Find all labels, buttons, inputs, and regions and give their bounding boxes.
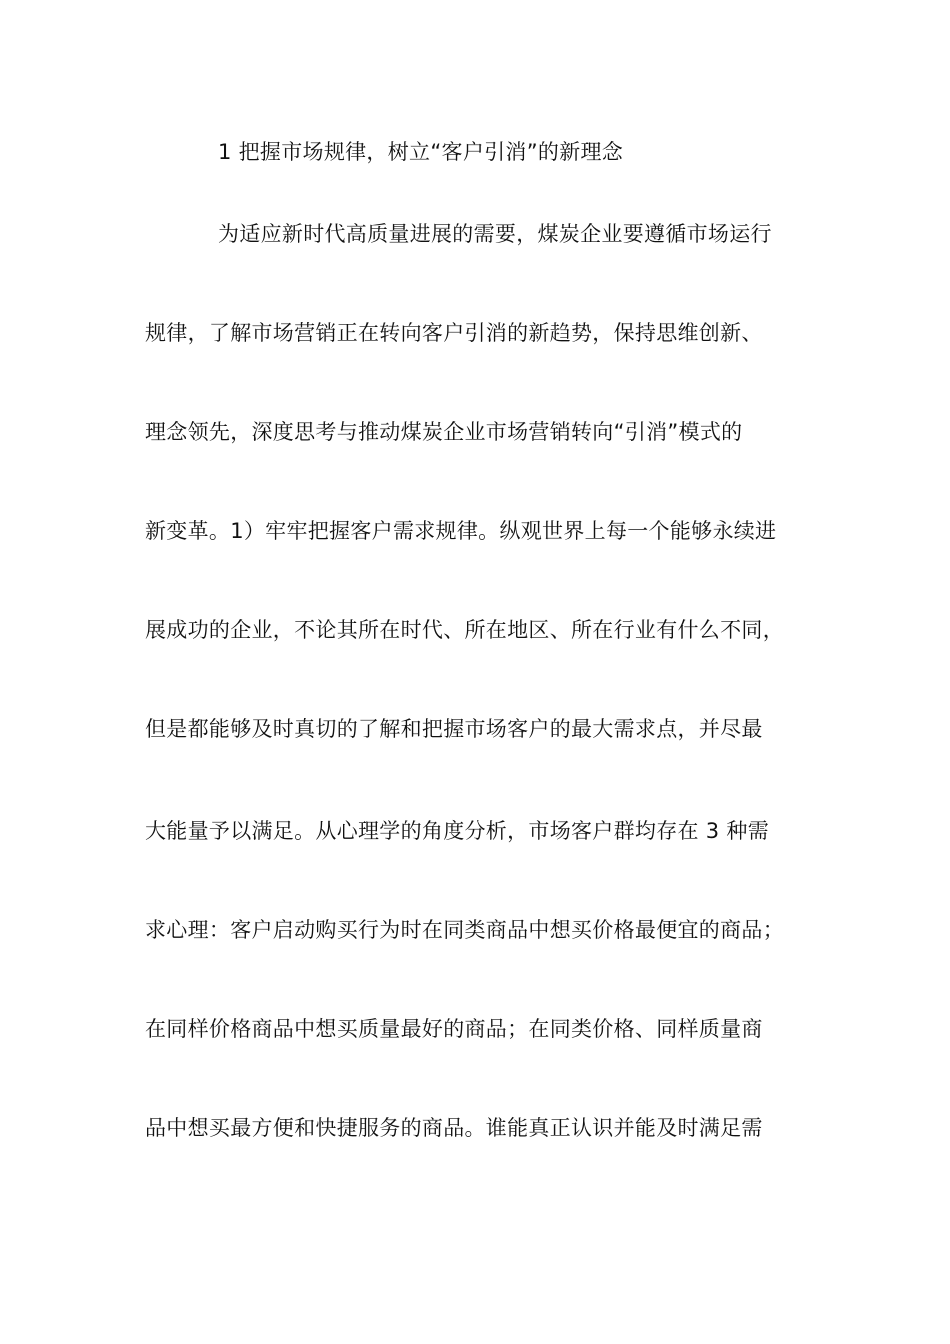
paragraph-line: 求心理：客户启动购买行为时在同类商品中想买价格最便宜的商品； <box>145 918 784 942</box>
paragraph-line: 理念领先，深度思考与推动煤炭企业市场营销转向“引消”模式的 <box>145 420 743 444</box>
section-heading: 1 把握市场规律，树立“客户引消”的新理念 <box>218 140 624 164</box>
paragraph-line: 规律，了解市场营销正在转向客户引消的新趋势，保持思维创新、 <box>145 321 763 345</box>
paragraph-line: 展成功的企业，不论其所在时代、所在地区、所在行业有什么不同， <box>145 618 784 642</box>
paragraph-line: 大能量予以满足。从心理学的角度分析，市场客户群均存在 3 种需 <box>145 819 770 843</box>
paragraph-line: 但是都能够及时真切的了解和把握市场客户的最大需求点，并尽最 <box>145 717 763 741</box>
paragraph-line: 在同样价格商品中想买质量最好的商品；在同类价格、同样质量商 <box>145 1017 763 1041</box>
paragraph-line: 新变革。1）牢牢把握客户需求规律。纵观世界上每一个能够永续进 <box>145 519 777 543</box>
paragraph-line: 品中想买最方便和快捷服务的商品。谁能真正认识并能及时满足需 <box>145 1116 763 1140</box>
paragraph-line: 为适应新时代高质量进展的需要，煤炭企业要遵循市场运行 <box>218 222 772 246</box>
